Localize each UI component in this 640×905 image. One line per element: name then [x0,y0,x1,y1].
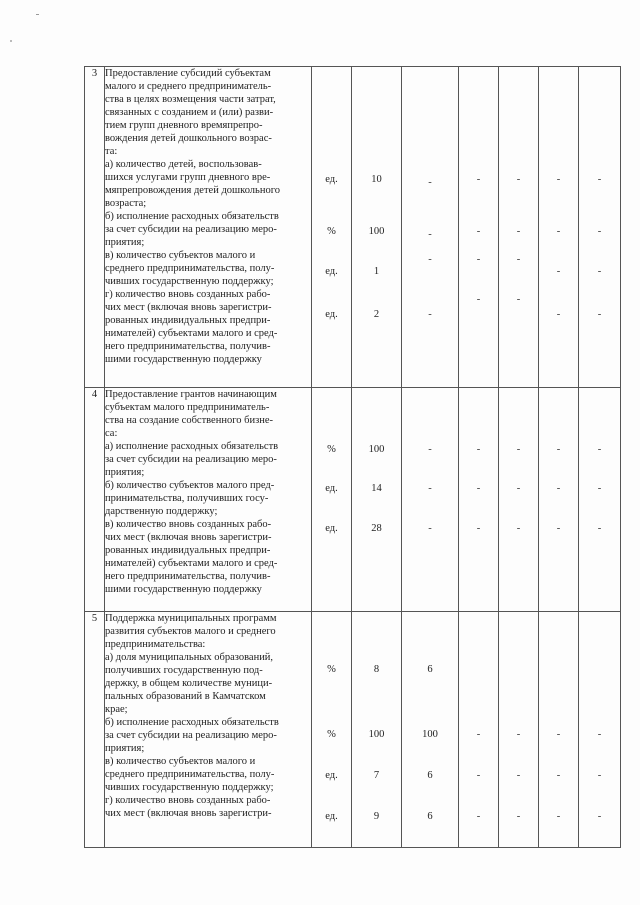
unit-cell: % ед. ед. [312,388,352,612]
unit-cell: % % ед. ед. [312,612,352,848]
value-col-3: - - - - [459,67,499,388]
value-col-4: - - - [499,388,539,612]
value-col-5: - - - [539,612,579,848]
indicators-table [84,66,621,848]
value-col-3: - - - [459,388,499,612]
row-number: 5 [85,612,105,848]
value-col-6: - - - [579,388,621,612]
value-col-6: - - - [579,612,621,848]
value-col-1: 8 100 7 9 [352,612,402,848]
row-description: Предоставление грантов начинающим субъектам малого предприниматель- ства на создание собственного бизне- са: а) исполнение расходных обязательств за счет субсидии на реализацию меро- приятия; б) количество субъектов малого пред- принимательства, получивших госу- дарственную поддержку; в) количество вновь созданных рабо- чих мест (включая вновь зарегистри- рованных индивидуальных предпри- нимателей) субъектами малого и сред- него предпринимательства, получив- шими государственную поддержку [105,388,312,612]
value-col-4: - - - [499,612,539,848]
row-description: Предоставление субсидий субъектам малого и среднего предприниматель- ства в целях возмещения части затрат, связанных с созданием и (или) разви- тием групп дневного времяпрепро- вождения детей дошкольного возрас- та: а) количество детей, воспользовав- шихся услугами групп дневного вре- мяпрепровождения детей дошкольного возраста; б) исполнение расходных обязательств за счет субсидии на реализацию меро- приятия; в) количество субъектов малого и среднего предпринимательства, полу- чивших государственную поддержку; г) количество вновь созданных рабо- чих мест (включая вновь зарегистри- рованных индивидуальных предпри- нимателей) субъектами малого и сред- него предпринимательства, получив- шими государственную поддержку [105,67,312,388]
value-col-5: - - - - [539,67,579,388]
table-row [85,612,621,848]
value-col-6: - - - - [579,67,621,388]
table-row [85,388,621,612]
value-col-2: - - - [402,388,459,612]
value-col-4: - - - - [499,67,539,388]
value-col-2: 6 100 6 6 [402,612,459,848]
row-number: 3 [85,67,105,388]
table-row [85,67,621,388]
row-number: 4 [85,388,105,612]
scan-speck [36,14,39,15]
value-col-1: 10 100 1 2 [352,67,402,388]
value-col-2: - - - - [402,67,459,388]
value-col-3: - - - [459,612,499,848]
value-col-1: 100 14 28 [352,388,402,612]
unit-cell: ед. % ед. ед. [312,67,352,388]
scan-speck [10,40,12,42]
row-description: Поддержка муниципальных программ развития субъектов малого и среднего предпринимательства: а) доля муниципальных образований, получивших государственную под- держку, в общем количестве муници- пальных образований в Камчатском крае; б) исполнение расходных обязательств за счет субсидии на реализацию меро- приятия; в) количество субъектов малого и среднего предпринимательства, полу- чивших государственную поддержку; г) количество вновь созданных рабо- чих мест (включая вновь зарегистри- [105,612,312,848]
value-col-5: - - - [539,388,579,612]
